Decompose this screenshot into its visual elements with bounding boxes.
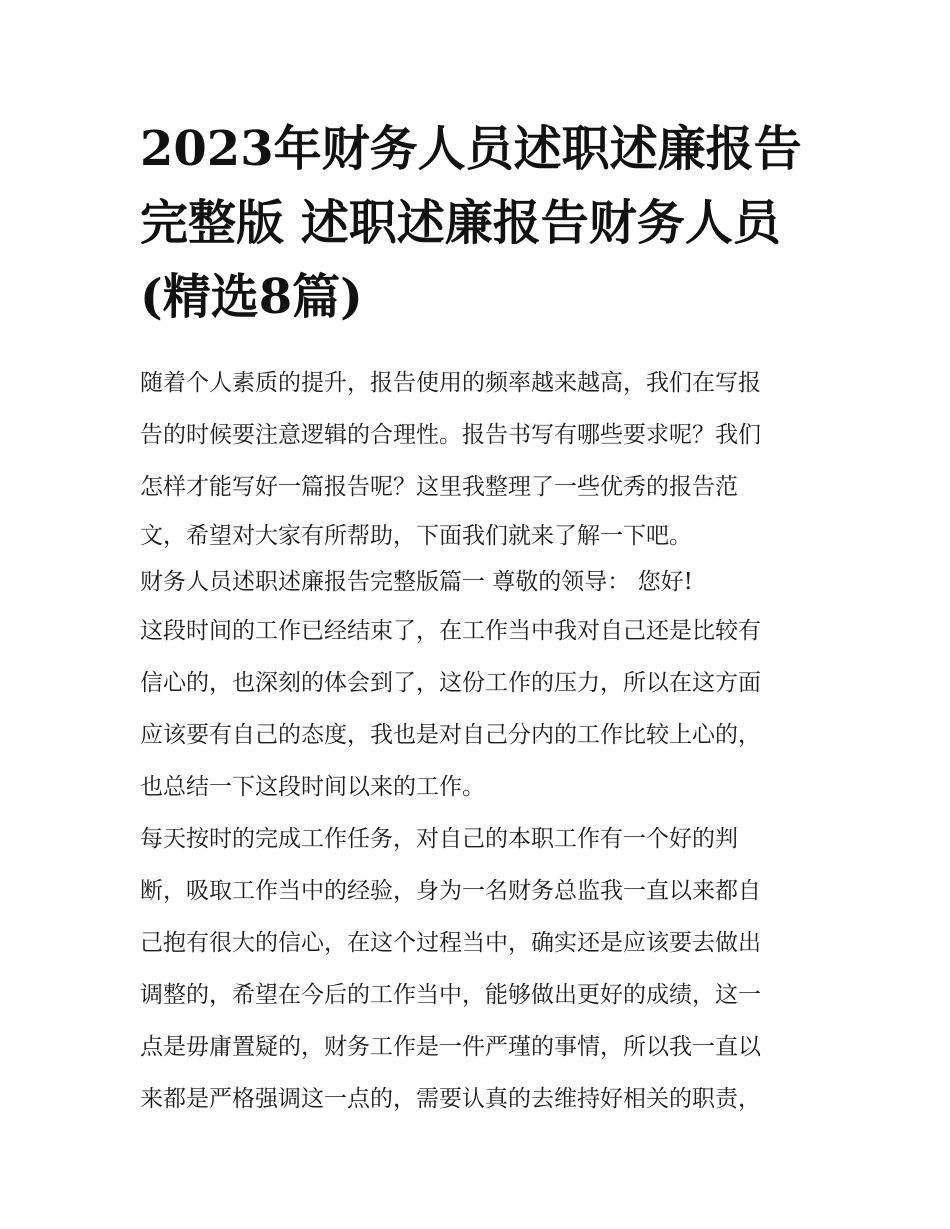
title-line-3: (精选8篇) [140,269,363,325]
body-line-15: 来都是严格强调这一点的，需要认真的去维持好相关的职责， [140,1086,761,1112]
body-line-12: 己抱有很大的信心，在这个过程当中，确实还是应该要去做出 [140,930,761,956]
body-line-3: 怎样才能写好一篇报告呢？这里我整理了一些优秀的报告范 [140,474,738,500]
body-line-2: 告的时候要注意逻辑的合理性。报告书写有哪些要求呢？我们 [140,422,761,448]
body-line-1: 随着个人素质的提升，报告使用的频率越来越高，我们在写报 [140,370,761,396]
body-line-13: 调整的，希望在今后的工作当中，能够做出更好的成绩，这一 [140,982,761,1008]
title-line-2: 完整版 述职述廉报告财务人员 [140,195,781,251]
document-body [140,357,820,1125]
document-title [140,112,820,334]
body-line-9: 也总结一下这段时间以来的工作。 [140,774,485,800]
body-line-5: 财务人员述职述廉报告完整版篇一 尊敬的领导： 您好! [140,569,693,595]
body-line-7: 信心的，也深刻的体会到了，这份工作的压力，所以在这方面 [140,670,761,696]
body-line-4: 文，希望对大家有所帮助，下面我们就来了解一下吧。 [140,523,692,549]
title-line-1: 2023年财务人员述职述廉报告 [140,121,802,177]
body-line-14: 点是毋庸置疑的，财务工作是一件严瑾的事情，所以我一直以 [140,1034,761,1060]
body-line-10: 每天按时的完成工作任务，对自己的本职工作有一个好的判 [140,826,738,852]
body-line-8: 应该要有自己的态度，我也是对自己分内的工作比较上心的， [140,722,761,748]
body-line-6: 这段时间的工作已经结束了，在工作当中我对自己还是比较有 [140,618,761,644]
body-line-11: 断，吸取工作当中的经验，身为一名财务总监我一直以来都自 [140,878,761,904]
